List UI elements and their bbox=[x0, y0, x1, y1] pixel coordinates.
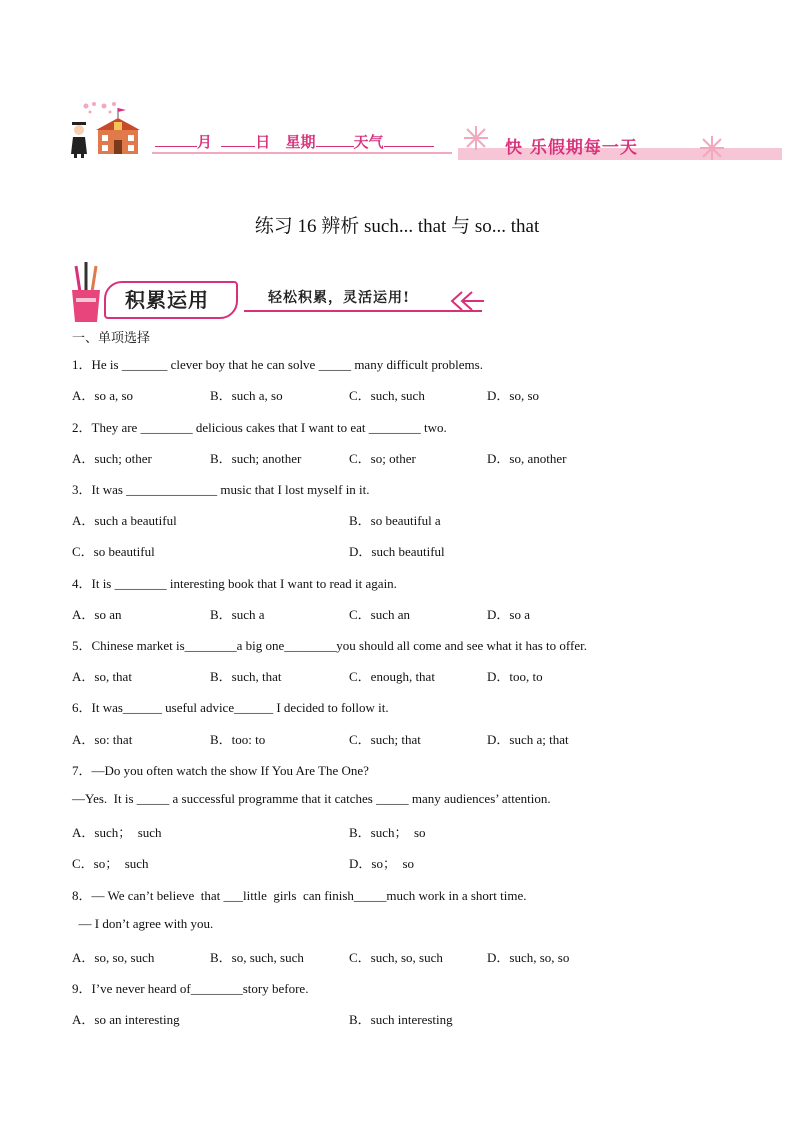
option-d: D．so a bbox=[487, 607, 530, 622]
double-arrow-icon bbox=[448, 290, 484, 312]
day-label: 日 bbox=[255, 133, 271, 151]
snowflake-icon bbox=[84, 102, 117, 114]
question-stem-continued: —Yes. It is _____ a successful programme that it catches _____ many audiences’ attention. bbox=[72, 791, 551, 806]
weather-label: 天气 bbox=[353, 133, 384, 151]
option-b: B．so beautiful a bbox=[349, 513, 441, 528]
section-underline bbox=[244, 310, 482, 312]
option-a: A．such； such bbox=[72, 825, 162, 840]
question-stem: 9．I’ve never heard of________story before. bbox=[72, 981, 309, 996]
month-label: 月 bbox=[197, 133, 213, 151]
option-c: C．such; that bbox=[349, 732, 421, 747]
option-a: A．so an interesting bbox=[72, 1012, 180, 1027]
section-title: 积累运用 bbox=[125, 288, 209, 312]
option-d: D．such, so, so bbox=[487, 950, 570, 965]
question-stem: 3．It was ______________ music that I lost myself in it. bbox=[72, 482, 370, 497]
question-stem-continued: — I don’t agree with you. bbox=[72, 916, 214, 931]
option-b: B．such a bbox=[210, 607, 265, 622]
part-heading: 一、单项选择 bbox=[72, 331, 151, 346]
option-a: A．so an bbox=[72, 607, 122, 622]
option-d: D．so, so bbox=[487, 388, 540, 403]
option-d: D．too, to bbox=[487, 669, 543, 684]
option-b: B．such, that bbox=[210, 669, 282, 684]
option-a: A．so a, so bbox=[72, 388, 134, 403]
question-stem: 7．—Do you often watch the show If You Are The One? bbox=[72, 763, 369, 778]
weekday-label: 星期 bbox=[285, 133, 316, 151]
date-fields bbox=[155, 131, 434, 152]
option-a: A．so: that bbox=[72, 732, 133, 747]
option-a: A．so, so, such bbox=[72, 950, 155, 965]
question-stem: 8．— We can’t believe that ___little girls can finish_____much work in a short time. bbox=[72, 888, 527, 903]
option-a: A．such; other bbox=[72, 451, 152, 466]
option-c: C．such an bbox=[349, 607, 411, 622]
option-b: B．so, such, such bbox=[210, 950, 304, 965]
question-stem: 4．It is ________ interesting book that I want to read it again. bbox=[72, 576, 397, 591]
option-b: B．such interesting bbox=[349, 1012, 453, 1027]
snowflake-icon bbox=[698, 134, 726, 162]
header-slogan: 快 乐假期每一天 bbox=[505, 138, 638, 158]
option-c: C．so; other bbox=[349, 451, 416, 466]
option-c: C．so beautiful bbox=[72, 544, 155, 559]
option-b: B．such a, so bbox=[210, 388, 283, 403]
section-subtitle: 轻松积累，灵活运用! bbox=[268, 290, 411, 306]
option-a: A．such a beautiful bbox=[72, 513, 177, 528]
option-c: C．so； such bbox=[72, 856, 149, 871]
option-c: C．such, such bbox=[349, 388, 425, 403]
question-stem: 2．They are ________ delicious cakes that I want to eat ________ two. bbox=[72, 420, 447, 435]
question-stem: 6．It was______ useful advice______ I decided to follow it. bbox=[72, 700, 389, 715]
question-stem: 1．He is _______ clever boy that he can solve _____ many difficult problems. bbox=[72, 357, 483, 372]
option-b: B．such； so bbox=[349, 825, 426, 840]
option-a: A．so, that bbox=[72, 669, 132, 684]
question-stem: 5．Chinese market is________a big one________you should all come and see what it has to offer. bbox=[72, 638, 587, 653]
pencil-cup-icon bbox=[68, 262, 104, 324]
page-title: 练习 16 辨析 such... that 与 so... that bbox=[254, 216, 540, 237]
option-d: D．so； so bbox=[349, 856, 415, 871]
teacher-school-illustration bbox=[66, 100, 148, 158]
option-c: C．enough, that bbox=[349, 669, 435, 684]
option-d: D．such a; that bbox=[487, 732, 569, 747]
snowflake-icon bbox=[462, 124, 490, 152]
option-b: B．too: to bbox=[210, 732, 266, 747]
option-c: C．such, so, such bbox=[349, 950, 443, 965]
option-d: D．such beautiful bbox=[349, 544, 445, 559]
header-underline bbox=[152, 152, 452, 154]
option-d: D．so, another bbox=[487, 451, 567, 466]
option-b: B．such; another bbox=[210, 451, 302, 466]
